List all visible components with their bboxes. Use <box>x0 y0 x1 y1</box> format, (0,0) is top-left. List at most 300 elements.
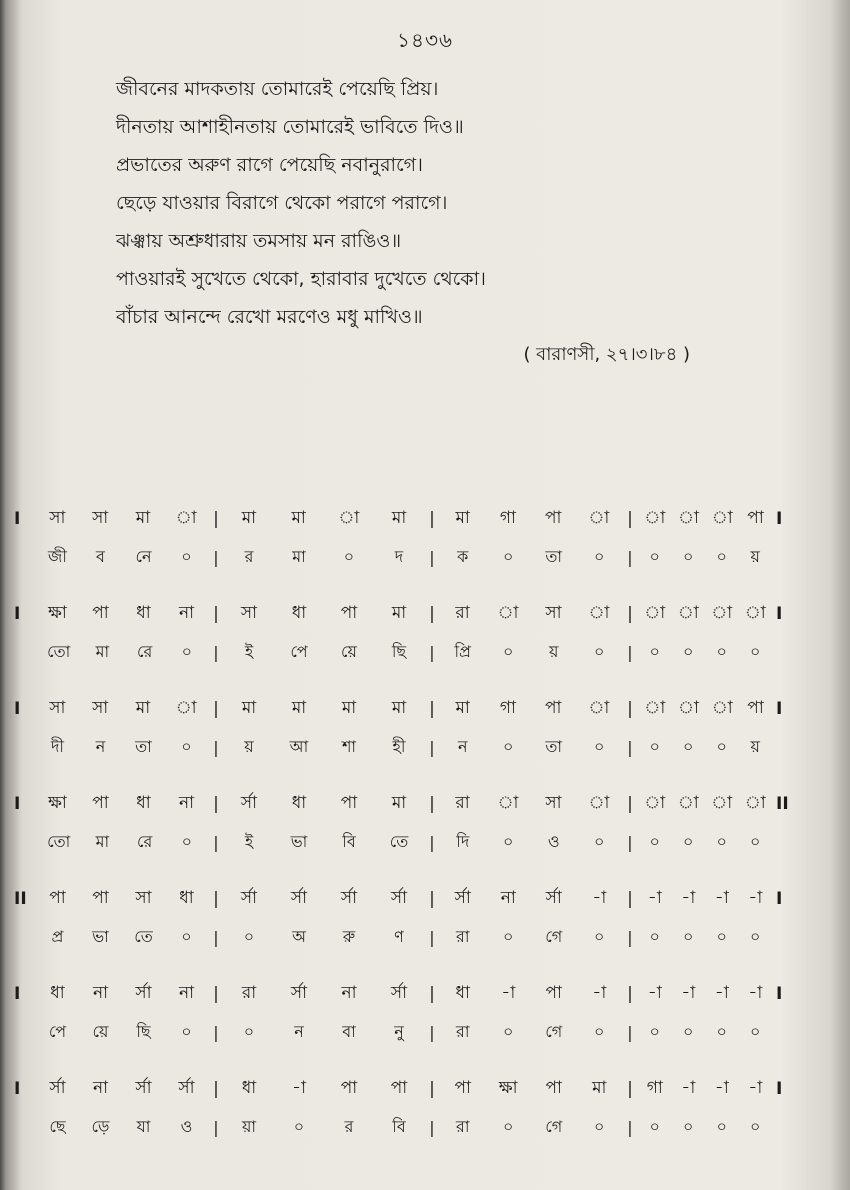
swara-note: ধা <box>136 793 151 813</box>
swara-note: র্সা <box>340 888 358 908</box>
beat-separator: | <box>429 604 435 624</box>
beat-separator: | <box>429 547 435 567</box>
lyric-syllable: ০ <box>683 926 694 946</box>
poem-line: বাঁচার আনন্দে রেখো মরণেও মধু মাখিও॥ <box>116 306 423 328</box>
lyric-syllable: তো <box>47 831 71 851</box>
swara-note: র্সা <box>178 1078 195 1098</box>
beat-group <box>638 1075 772 1103</box>
swara-note: ক্ষা <box>48 793 67 813</box>
beat-separator: | <box>213 794 219 814</box>
swara-note: র্সা <box>290 983 308 1003</box>
beat-group <box>224 600 424 628</box>
lyric-syllable: ০ <box>503 926 514 946</box>
swara-note: সা <box>135 888 152 908</box>
lyric-syllable: ০ <box>750 926 761 946</box>
lyric-syllable: ব <box>96 546 105 566</box>
beat-separator: | <box>213 642 219 662</box>
swara-note: া <box>497 793 519 813</box>
lyric-syllable: ০ <box>683 736 694 756</box>
swara-note: া <box>588 698 610 718</box>
beat-separator: | <box>429 1079 435 1099</box>
beat-separator: | <box>429 1117 435 1137</box>
swara-note: না <box>500 888 516 908</box>
bar-line-end: I <box>776 889 783 909</box>
beat-separator: | <box>213 1117 219 1137</box>
notation-stanza <box>14 1070 804 1165</box>
swara-note: পা <box>340 603 358 623</box>
swara-note: া <box>678 698 699 718</box>
swara-note: া <box>711 603 733 623</box>
bar-line-start: I <box>14 984 21 1004</box>
swara-note: রা <box>455 603 470 623</box>
lyric-syllable: তা <box>545 546 563 566</box>
lyric-group <box>224 639 424 666</box>
lyric-syllable: ছে <box>49 1116 66 1136</box>
lyric-group <box>440 829 622 856</box>
beat-group <box>440 980 622 1008</box>
beat-separator: | <box>627 509 633 529</box>
beat-group <box>36 790 208 818</box>
swara-note: মা <box>291 698 307 718</box>
lyric-group <box>36 924 208 951</box>
lyric-syllable: ০ <box>594 1116 605 1136</box>
notes-row <box>14 880 804 918</box>
lyric-syllable: ০ <box>181 736 192 756</box>
beat-separator: | <box>627 1117 633 1137</box>
lyric-group <box>638 544 772 571</box>
lyric-syllable: ০ <box>343 546 355 566</box>
swara-note: সা <box>240 603 258 623</box>
lyric-group <box>638 639 772 666</box>
lyric-syllable: ০ <box>649 1021 660 1041</box>
beat-group <box>36 885 208 913</box>
beat-group <box>638 695 772 723</box>
lyric-syllable: ই <box>244 641 254 661</box>
swara-note: র্সা <box>454 888 471 908</box>
lyric-syllable: নু <box>394 1021 404 1041</box>
bar-line-end: I <box>776 509 783 529</box>
swara-note: সা <box>49 698 66 718</box>
lyric-syllable: দ <box>394 546 404 566</box>
lyric-syllable: তে <box>134 926 153 946</box>
lyrics-row <box>14 633 804 671</box>
lyric-syllable: য় <box>244 736 254 756</box>
lyric-syllable: র <box>244 546 254 566</box>
swara-note: র্সা <box>240 793 258 813</box>
lyric-syllable: য় <box>750 736 760 756</box>
poem-lyrics <box>116 70 756 336</box>
swara-note: পা <box>544 508 562 528</box>
swara-note: া <box>677 793 699 813</box>
lyric-group <box>224 544 424 571</box>
swara-note: া <box>338 508 360 528</box>
lyric-syllable: রু <box>342 926 356 946</box>
swara-note: -া <box>748 888 763 908</box>
swara-note: মা <box>241 508 257 528</box>
beat-separator: | <box>627 547 633 567</box>
beat-group <box>224 1075 424 1103</box>
lyric-syllable: ০ <box>503 641 514 661</box>
lyric-syllable: ণ <box>394 926 404 946</box>
beat-group <box>440 885 622 913</box>
swara-note: া <box>644 698 666 718</box>
swara-note: না <box>92 1078 109 1098</box>
swara-note: -া <box>647 888 662 908</box>
swara-note: ধা <box>241 1078 257 1098</box>
beat-separator: | <box>213 984 219 1004</box>
bar-line-end: II <box>776 794 789 814</box>
lyric-syllable: রা <box>456 1116 470 1136</box>
lyric-syllable: ও <box>547 831 560 851</box>
lyric-group <box>36 1019 208 1046</box>
notation-stanza <box>14 880 804 975</box>
lyric-syllable: মা <box>95 831 110 851</box>
lyric-syllable: ০ <box>750 1021 761 1041</box>
beat-group <box>440 505 622 533</box>
lyric-syllable: ০ <box>683 546 694 566</box>
poem-line: প্রভাতের অরুণ রাগে পেয়েছি নবানুরাগে। <box>116 154 423 176</box>
lyric-syllable: ০ <box>181 831 193 851</box>
lyric-syllable: ০ <box>503 1021 514 1041</box>
beat-group <box>638 980 772 1008</box>
lyric-syllable: তো <box>47 641 71 661</box>
lyric-syllable: দি <box>456 831 470 851</box>
lyric-syllable: যা <box>136 1116 151 1136</box>
beat-separator: | <box>429 927 435 947</box>
swara-note: ধা <box>179 888 194 908</box>
swara-note: র্সা <box>290 888 308 908</box>
lyric-group <box>440 924 622 951</box>
swara-note: া <box>744 793 766 813</box>
lyric-syllable: অ <box>292 926 306 946</box>
swara-note: র্সা <box>135 983 152 1003</box>
lyric-group <box>224 924 424 951</box>
lyric-group <box>440 1019 622 1046</box>
swara-note: ধা <box>50 983 65 1003</box>
lyric-syllable: বা <box>342 1021 356 1041</box>
lyric-group <box>36 829 208 856</box>
lyric-group <box>440 639 622 666</box>
lyric-syllable: ০ <box>716 546 727 566</box>
notes-row <box>14 595 804 633</box>
beat-separator: | <box>429 1022 435 1042</box>
swara-note: া <box>644 603 666 623</box>
swara-note: -া <box>681 888 696 908</box>
lyric-syllable: তা <box>545 736 563 756</box>
notation-stanza <box>14 975 804 1070</box>
swara-note: মা <box>391 508 407 528</box>
lyric-syllable: ০ <box>503 1116 514 1136</box>
lyric-syllable: ০ <box>649 926 660 946</box>
swara-note: মা <box>391 603 407 623</box>
beat-group <box>638 505 772 533</box>
swara-note: সা <box>92 698 109 718</box>
swara-note: া <box>175 508 197 528</box>
swara-note: পা <box>92 603 109 623</box>
swara-note: া <box>644 508 666 528</box>
beat-separator: | <box>429 699 435 719</box>
beat-separator: | <box>627 984 633 1004</box>
lyrics-row <box>14 1013 804 1051</box>
swara-note: রা <box>241 983 257 1003</box>
lyric-syllable: য়ে <box>92 1021 109 1041</box>
lyric-syllable: য় <box>549 641 559 661</box>
notation-stanza <box>14 500 804 595</box>
poem-line: দীনতায় আশাহীনতায় তোমারেই ভাবিতে দিও॥ <box>116 116 464 138</box>
lyric-syllable: ০ <box>594 831 605 851</box>
swara-note: া <box>588 603 610 623</box>
lyric-syllable: ভা <box>92 926 109 946</box>
lyric-syllable: য়া <box>241 1116 257 1136</box>
beat-group <box>440 1075 622 1103</box>
beat-separator: | <box>429 832 435 852</box>
beat-separator: | <box>213 604 219 624</box>
lyric-syllable: ও <box>180 1116 193 1136</box>
bar-line-start: I <box>14 794 21 814</box>
lyric-syllable: ০ <box>716 1116 727 1136</box>
beat-separator: | <box>627 927 633 947</box>
swara-note: -া <box>714 888 729 908</box>
lyric-syllable: গে <box>545 1021 563 1041</box>
lyric-group <box>224 734 424 761</box>
beat-separator: | <box>627 642 633 662</box>
lyric-syllable: বি <box>342 831 356 851</box>
beat-separator: | <box>213 889 219 909</box>
swara-note: -া <box>647 983 662 1003</box>
swara-note: পা <box>545 983 562 1003</box>
poem-source: ( বারাণসী, ২৭।৩।৮৪ ) <box>523 344 690 365</box>
swara-note: পা <box>747 508 764 528</box>
lyric-syllable: গে <box>545 1116 563 1136</box>
lyric-syllable: ০ <box>594 641 605 661</box>
bar-line-start: I <box>14 509 21 529</box>
swara-note: সা <box>49 508 66 528</box>
music-notation <box>14 500 804 1165</box>
lyric-syllable: বি <box>392 1116 406 1136</box>
bar-line-start: I <box>14 699 21 719</box>
beat-separator: | <box>627 794 633 814</box>
beat-group <box>440 695 622 723</box>
beat-separator: | <box>627 889 633 909</box>
beat-group <box>224 505 424 533</box>
swara-note: না <box>178 793 195 813</box>
lyric-syllable: হী <box>392 736 406 756</box>
lyric-syllable: য়ে <box>341 641 357 661</box>
lyrics-row <box>14 538 804 576</box>
lyric-syllable: ০ <box>649 1116 660 1136</box>
swara-note: রা <box>455 793 470 813</box>
lyric-group <box>224 1019 424 1046</box>
swara-note: মা <box>291 508 306 528</box>
beat-separator: | <box>213 699 219 719</box>
beat-group <box>440 600 622 628</box>
swara-note: া <box>711 508 733 528</box>
beat-separator: | <box>213 547 219 567</box>
lyric-syllable: দী <box>51 736 64 756</box>
swara-note: সা <box>92 508 109 528</box>
lyric-syllable: ০ <box>716 641 727 661</box>
notation-stanza <box>14 785 804 880</box>
lyric-syllable: ০ <box>594 1021 605 1041</box>
notes-row <box>14 500 804 538</box>
beat-separator: | <box>213 832 219 852</box>
swara-note: -া <box>681 983 696 1003</box>
lyric-syllable: রা <box>456 1021 470 1041</box>
swara-note: মা <box>455 508 470 528</box>
lyric-syllable: শা <box>341 736 357 756</box>
lyric-syllable: আ <box>289 736 309 756</box>
lyric-syllable: ০ <box>181 926 192 946</box>
beat-separator: | <box>429 889 435 909</box>
beat-separator: | <box>429 642 435 662</box>
notation-stanza <box>14 690 804 785</box>
lyric-syllable: ০ <box>649 831 660 851</box>
lyric-syllable: ০ <box>181 546 192 566</box>
swara-note: া <box>711 793 733 813</box>
lyric-syllable: ০ <box>750 641 761 661</box>
swara-note: গা <box>646 1078 663 1098</box>
lyric-group <box>440 544 622 571</box>
bar-line-end: I <box>776 984 783 1004</box>
swara-note: সা <box>545 793 562 813</box>
lyric-syllable: ০ <box>750 831 761 851</box>
lyric-group <box>638 1114 772 1141</box>
lyric-syllable: মা <box>292 546 306 566</box>
poem-line: পাওয়ারই সুখেতে থেকো, হারাবার দুখেতে থেকো। <box>116 268 486 290</box>
swara-note: া <box>644 793 666 813</box>
swara-note: া <box>677 603 699 623</box>
beat-separator: | <box>213 1022 219 1042</box>
lyric-group <box>36 1114 208 1141</box>
swara-note: পা <box>92 888 109 908</box>
beat-group <box>440 790 622 818</box>
lyric-syllable: ০ <box>181 1021 192 1041</box>
beat-group <box>224 790 424 818</box>
swara-note: ক্ষা <box>498 1078 518 1098</box>
lyric-syllable: ০ <box>594 736 605 756</box>
swara-note: া <box>588 793 610 813</box>
lyric-syllable: ন <box>457 736 468 756</box>
swara-note: ধা <box>291 603 307 623</box>
bar-line-end: I <box>776 604 783 624</box>
swara-note: মা <box>455 698 470 718</box>
swara-note: পা <box>747 698 764 718</box>
lyric-syllable: রা <box>456 926 470 946</box>
bar-line-end: I <box>776 1079 783 1099</box>
swara-note: া <box>588 508 610 528</box>
beat-separator: | <box>627 699 633 719</box>
bar-line-start: I <box>14 604 21 624</box>
beat-separator: | <box>429 509 435 529</box>
beat-separator: | <box>627 1022 633 1042</box>
lyric-syllable: ০ <box>243 1021 255 1041</box>
beat-separator: | <box>213 1079 219 1099</box>
lyrics-row <box>14 918 804 956</box>
beat-group <box>224 695 424 723</box>
swara-note: ধা <box>455 983 470 1003</box>
notes-row <box>14 1070 804 1108</box>
swara-note: গা <box>499 698 516 718</box>
bar-line-start: II <box>14 889 27 909</box>
swara-note: মা <box>241 698 257 718</box>
lyric-syllable: ০ <box>503 736 514 756</box>
lyric-syllable: রে <box>136 831 153 851</box>
swara-note: না <box>178 603 195 623</box>
swara-note: র্সা <box>135 1078 152 1098</box>
swara-note: া <box>744 603 766 623</box>
swara-note: না <box>341 983 357 1003</box>
lyric-syllable: প্রি <box>454 641 472 661</box>
lyric-syllable: ছি <box>136 1021 151 1041</box>
lyric-syllable: পে <box>48 1021 67 1041</box>
swara-note: পা <box>545 1078 562 1098</box>
swara-note: া <box>175 698 197 718</box>
beat-group <box>36 600 208 628</box>
lyric-group <box>638 734 772 761</box>
swara-note: মা <box>341 698 357 718</box>
lyric-syllable: ০ <box>594 546 605 566</box>
beat-separator: | <box>627 832 633 852</box>
poem-line: ঝঞ্ঝায় অশ্রুধারায় তমসায় মন রাঙিও॥ <box>116 230 402 252</box>
lyric-syllable: ০ <box>649 736 660 756</box>
lyric-group <box>36 639 208 666</box>
lyric-syllable: ০ <box>649 641 660 661</box>
lyric-syllable: তা <box>135 736 152 756</box>
swara-note: -া <box>592 983 607 1003</box>
lyric-syllable: ০ <box>503 546 514 566</box>
bar-line-end: I <box>776 699 783 719</box>
swara-note: র্সা <box>49 1078 66 1098</box>
beat-group <box>36 505 208 533</box>
beat-group <box>224 980 424 1008</box>
swara-note: ক্ষা <box>48 603 67 623</box>
lyric-syllable: ০ <box>293 1116 305 1136</box>
swara-note: মা <box>135 508 151 528</box>
swara-note: পা <box>92 793 109 813</box>
poem-line: জীবনের মাদকতায় তোমারেই পেয়েছি প্রিয়। <box>116 78 439 100</box>
swara-note: পা <box>340 793 358 813</box>
lyrics-row <box>14 823 804 861</box>
lyric-group <box>440 734 622 761</box>
lyric-syllable: জী <box>48 546 67 566</box>
swara-note: র্সা <box>545 888 562 908</box>
lyric-syllable: রে <box>136 641 153 661</box>
beat-separator: | <box>429 737 435 757</box>
notes-row <box>14 690 804 728</box>
lyric-syllable: গে <box>545 926 563 946</box>
swara-note: -া <box>714 1078 729 1098</box>
lyric-syllable: নে <box>135 546 152 566</box>
lyric-syllable: র <box>344 1116 354 1136</box>
lyric-syllable: ০ <box>683 641 694 661</box>
beat-group <box>224 885 424 913</box>
beat-separator: | <box>627 604 633 624</box>
lyric-syllable: ন <box>95 736 106 756</box>
lyric-syllable: ০ <box>683 1021 694 1041</box>
bar-line-start: I <box>14 1079 21 1099</box>
lyric-syllable: ন <box>294 1021 304 1041</box>
lyric-syllable: ০ <box>594 926 605 946</box>
lyric-syllable: ০ <box>683 831 694 851</box>
beat-separator: | <box>213 927 219 947</box>
beat-group <box>36 695 208 723</box>
notes-row <box>14 975 804 1013</box>
lyric-syllable: ভা <box>290 831 308 851</box>
lyric-syllable: ০ <box>716 831 727 851</box>
lyric-group <box>36 734 208 761</box>
swara-note: মা <box>391 698 407 718</box>
lyric-syllable: ০ <box>716 736 727 756</box>
